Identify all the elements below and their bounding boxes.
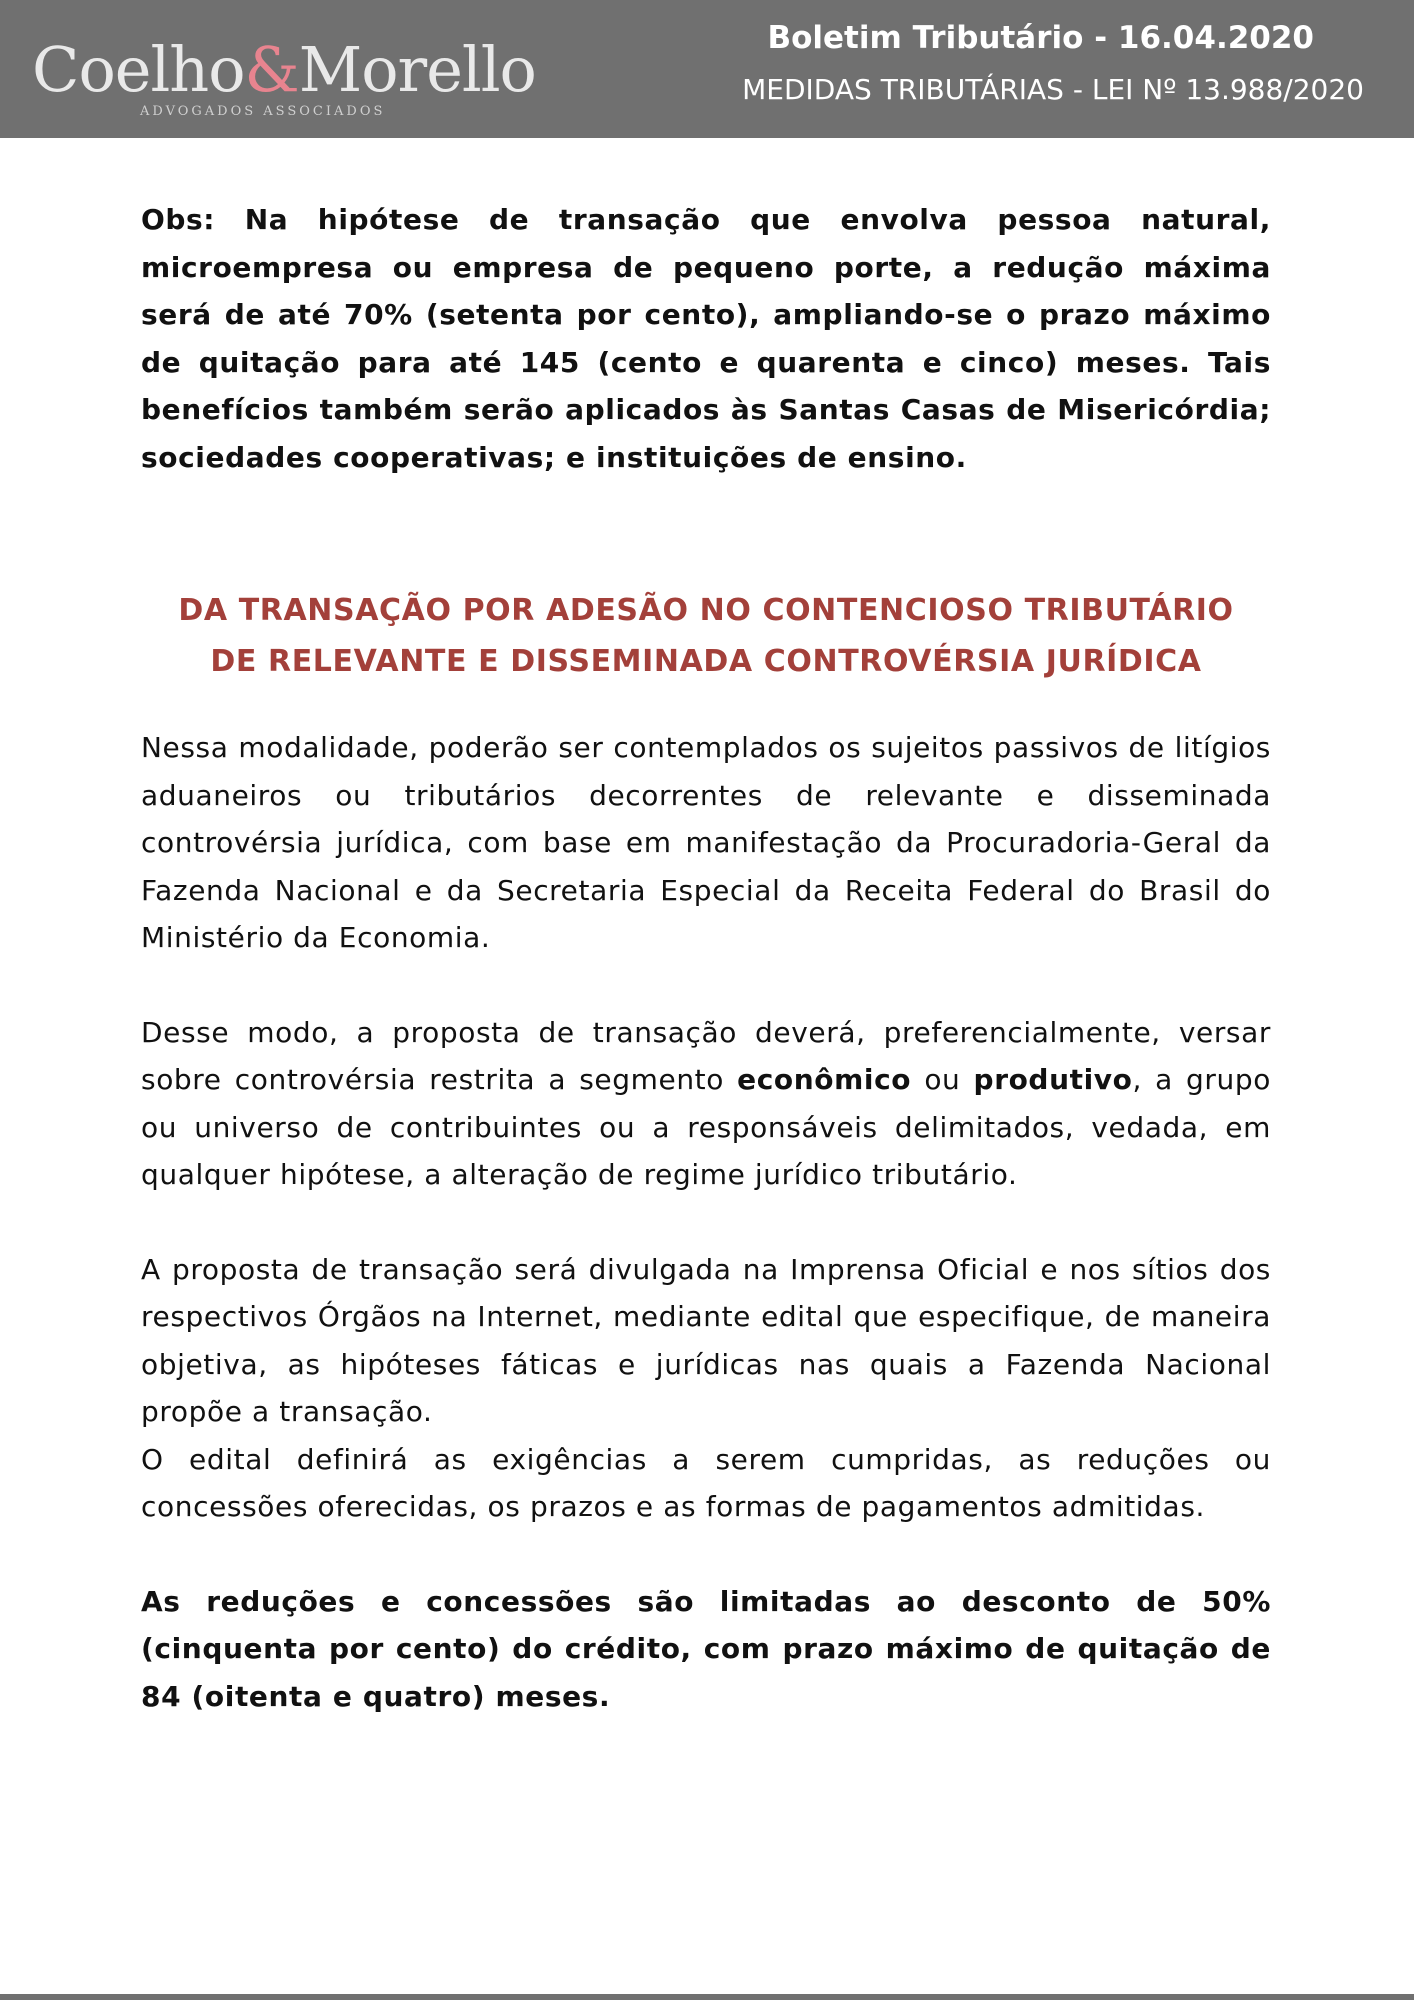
- section-heading-line2: DE RELEVANTE E DISSEMINADA CONTROVÉRSIA JURÍDICA: [210, 644, 1202, 679]
- bulletin-title: Boletim Tributário - 16.04.2020: [767, 20, 1314, 56]
- paragraph-proposta-part2: ou: [911, 1063, 974, 1096]
- logo-name-part1: Coelho: [32, 33, 245, 106]
- section-heading-line1: DA TRANSAÇÃO POR ADESÃO NO CONTENCIOSO TRIBUTÁRIO: [178, 593, 1234, 628]
- obs-paragraph: Obs: Na hipótese de transação que envolva pessoa natural, microempresa ou empresa de pequeno porte, a redução máxima será de até 70% (setenta por cento), ampliando-se o prazo máximo de quitação para até 145 (cento e quarenta e cinco) meses. Tais benefícios também serão aplicados às Santas Casas de Misericórdia; sociedades cooperativas; e instituições de ensino.: [141, 203, 1271, 474]
- paragraph-proposta-part3: , a grupo ou universo de contribuintes ou a responsáveis delimitados, vedada, em qualquer hipótese, a alteração de regime jurídico tributário.: [141, 1063, 1271, 1191]
- paragraph-reducoes: As reduções e concessões são limitadas ao desconto de 50% (cinquenta por cento) do crédito, com prazo máximo de quitação de 84 (oitenta e quatro) meses.: [141, 1584, 1271, 1713]
- paragraph-modalidade: Nessa modalidade, poderão ser contemplados os sujeitos passivos de litígios aduaneiros ou tributários decorrentes de relevante e disseminada controvérsia jurídica, com base em manifestação da Procuradoria-Geral da Fazenda Nacional e da Secretaria Especial da Receita Federal do Brasil do Ministério da Economia.: [141, 731, 1271, 954]
- bold-produtivo: produtivo: [973, 1063, 1133, 1096]
- logo-ampersand: &: [244, 33, 299, 106]
- logo-subtitle: ADVOGADOS ASSOCIADOS: [140, 104, 386, 119]
- firm-logo: [32, 28, 536, 128]
- document-body: [141, 196, 1271, 1720]
- bold-economico: econômico: [737, 1063, 912, 1096]
- paragraph-proposta: [141, 1009, 1271, 1199]
- paragraph-divulgacao: A proposta de transação será divulgada na Imprensa Oficial e nos sítios dos respectivos Órgãos na Internet, mediante edital que especifique, de maneira objetiva, as hipóteses fáticas e jurídicas nas quais a Fazenda Nacional propõe a transação.: [141, 1252, 1271, 1428]
- logo-wordmark: [32, 28, 536, 112]
- section-heading: [141, 585, 1271, 687]
- bulletin-subtitle: MEDIDAS TRIBUTÁRIAS - LEI Nº 13.988/2020: [742, 73, 1364, 106]
- footer-divider: [0, 1994, 1414, 2000]
- page-header: [0, 0, 1414, 138]
- paragraph-proposta-part1: Desse modo, a proposta de transação deverá, preferencialmente, versar sobre controvérsia restrita a segmento: [141, 1015, 1271, 1096]
- paragraph-edital: O edital definirá as exigências a serem cumpridas, as reduções ou concessões oferecidas, os prazos e as formas de pagamentos admitidas.: [141, 1442, 1271, 1523]
- logo-name-part2: Morello: [298, 33, 536, 106]
